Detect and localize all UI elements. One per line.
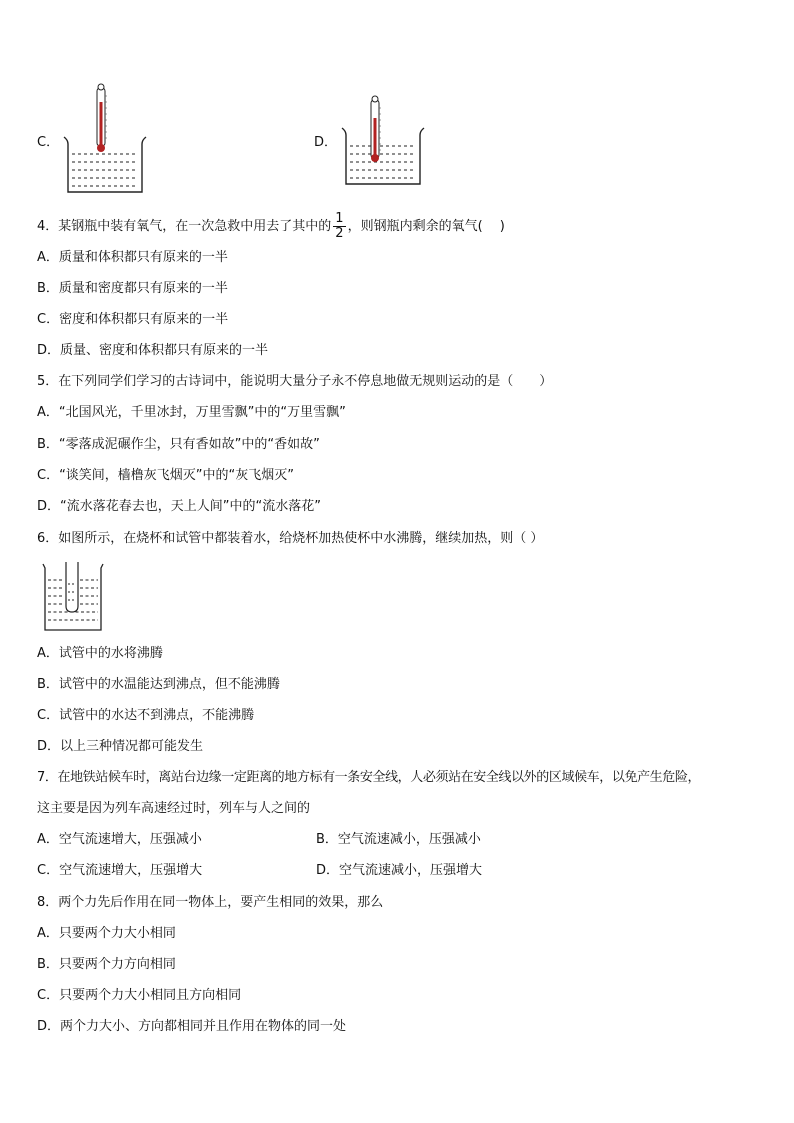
q5-stem: 5．在下列同学们学习的古诗词中，能说明大量分子永不停息地做无规则运动的是（ ）	[37, 374, 553, 389]
q4-fraction-numerator: 1	[335, 211, 344, 226]
q7-option-a: A．空气流速增大，压强减小	[37, 832, 202, 847]
q8-option-a: A．只要两个力大小相同	[37, 926, 176, 941]
q4-option-b: B．质量和密度都只有原来的一半	[37, 281, 228, 296]
q4-fraction	[333, 212, 345, 241]
q4-option-a: A．质量和体积都只有原来的一半	[37, 250, 228, 265]
q7-stem-line2: 这主要是因为列车高速经过时，列车与人之间的	[37, 801, 311, 816]
q7-option-b: B．空气流速减小，压强减小	[316, 832, 481, 847]
q8-option-d: D．两个力大小、方向都相同并且作用在物体的同一处	[37, 1019, 347, 1034]
q4-option-d: D．质量、密度和体积都只有原来的一半	[37, 343, 269, 358]
q5-option-a: A．“北国风光，千里冰封，万里雪飘”中的“万里雪飘”	[37, 405, 346, 420]
q3-option-d-label: D．	[314, 135, 338, 150]
q6-stem: 6．如图所示，在烧杯和试管中都装着水，给烧杯加热使杯中水沸腾，继续加热，则（ ）	[37, 531, 544, 546]
q4-fraction-denominator: 2	[335, 226, 344, 241]
q4-stem-before: 4．某钢瓶中装有氧气，在一次急救中用去了其中的	[37, 219, 332, 234]
q7-option-d: D．空气流速减小，压强增大	[316, 863, 483, 878]
q4-stem-after: ，则钢瓶内剩余的氧气( )	[347, 219, 505, 234]
q8-option-c: C．只要两个力大小相同且方向相同	[37, 988, 242, 1003]
beaker-thermometer-figure-c	[60, 80, 150, 198]
q4-option-c: C．密度和体积都只有原来的一半	[37, 312, 229, 327]
q4-stem	[37, 212, 505, 241]
q8-option-b: B．只要两个力方向相同	[37, 957, 176, 972]
q7-option-c: C．空气流速增大，压强增大	[37, 863, 203, 878]
q6-option-b: B．试管中的水温能达到沸点，但不能沸腾	[37, 677, 280, 692]
q6-option-a: A．试管中的水将沸腾	[37, 646, 163, 661]
q5-option-c: C．“谈笑间，樯橹灰飞烟灭”中的“灰飞烟灭”	[37, 468, 295, 483]
q5-option-b: B．“零落成泥碾作尘，只有香如故”中的“香如故”	[37, 437, 320, 452]
beaker-thermometer-figure-d	[338, 88, 428, 188]
q5-option-d: D．“流水落花春去也，天上人间”中的“流水落花”	[37, 499, 321, 514]
q3-option-c-label: C．	[37, 135, 60, 150]
beaker-test-tube-figure	[40, 560, 104, 632]
q6-option-c: C．试管中的水达不到沸点，不能沸腾	[37, 708, 255, 723]
q6-option-d: D．以上三种情况都可能发生	[37, 739, 204, 754]
q8-stem: 8．两个力先后作用在同一物体上，要产生相同的效果，那么	[37, 895, 384, 910]
q7-stem-line1: 7．在地铁站候车时，离站台边缘一定距离的地方标有一条安全线，人必须站在安全线以外的区域候车，以免产生危险，	[37, 770, 701, 785]
